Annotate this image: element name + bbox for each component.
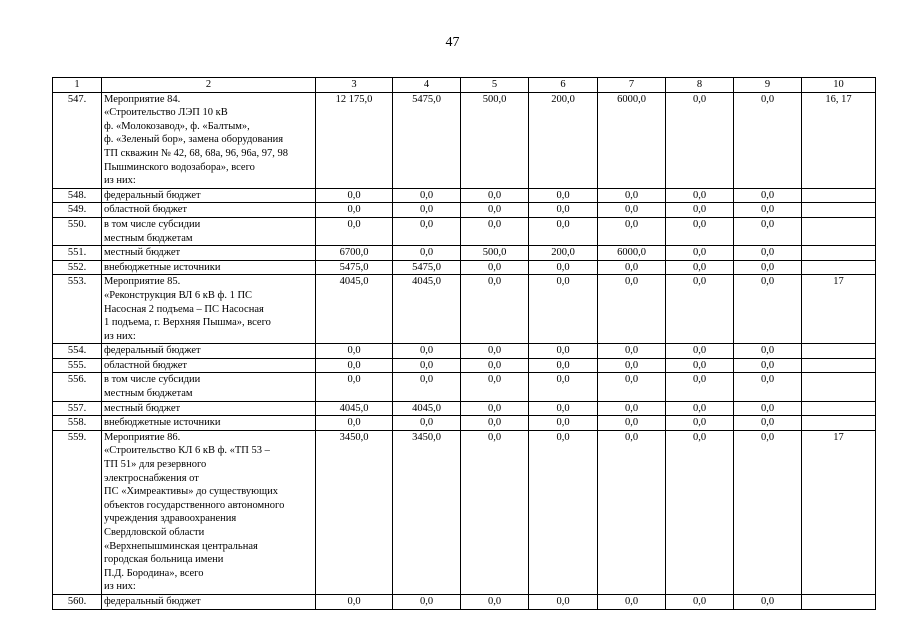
row-value: 0,0: [734, 401, 802, 416]
column-header: 7: [598, 78, 666, 93]
row-value: 17: [802, 275, 876, 344]
row-value: 0,0: [666, 416, 734, 431]
row-value: [802, 401, 876, 416]
table-row: [53, 246, 876, 261]
row-value: 0,0: [666, 188, 734, 203]
row-number: 559.: [53, 430, 102, 594]
table-row: [53, 344, 876, 359]
row-value: 4045,0: [393, 401, 461, 416]
row-value: 0,0: [316, 344, 393, 359]
row-value: 0,0: [598, 203, 666, 218]
row-value: 0,0: [598, 430, 666, 594]
row-value: 0,0: [393, 373, 461, 401]
column-header: 6: [529, 78, 598, 93]
row-value: 0,0: [316, 416, 393, 431]
row-value: 200,0: [529, 246, 598, 261]
row-value: 0,0: [393, 203, 461, 218]
table-row: [53, 373, 876, 401]
row-value: 3450,0: [316, 430, 393, 594]
row-value: 0,0: [461, 260, 529, 275]
row-value: 0,0: [734, 373, 802, 401]
row-value: 0,0: [461, 344, 529, 359]
row-description: Мероприятие 86. «Строительство КЛ 6 кВ ф. «ТП 53 – ТП 51» для резервного электроснабжения от ПС «Химреактивы» до существующих объектов государственного автономного учреждения здравоохранения Свердловской области «Верхнепышминская центральная городская больница имени П.Д. Бородина», всего из них:: [102, 430, 316, 594]
row-value: 3450,0: [393, 430, 461, 594]
row-description: федеральный бюджет: [102, 344, 316, 359]
budget-table: [52, 77, 876, 610]
row-value: 0,0: [461, 203, 529, 218]
column-header: 5: [461, 78, 529, 93]
row-value: 0,0: [461, 217, 529, 245]
row-value: [802, 344, 876, 359]
row-number: 552.: [53, 260, 102, 275]
column-header: 9: [734, 78, 802, 93]
row-value: 0,0: [461, 401, 529, 416]
table-row: [53, 188, 876, 203]
table-row: [53, 358, 876, 373]
row-value: 6000,0: [598, 92, 666, 188]
row-number: 551.: [53, 246, 102, 261]
row-value: 0,0: [461, 594, 529, 609]
row-value: 0,0: [393, 246, 461, 261]
row-value: 0,0: [393, 217, 461, 245]
row-value: 0,0: [666, 358, 734, 373]
row-value: 0,0: [598, 373, 666, 401]
row-value: 0,0: [529, 401, 598, 416]
row-value: 0,0: [529, 203, 598, 218]
row-number: 560.: [53, 594, 102, 609]
table-row: [53, 217, 876, 245]
table-row: [53, 275, 876, 344]
row-value: 0,0: [529, 344, 598, 359]
row-number: 558.: [53, 416, 102, 431]
row-value: 0,0: [598, 260, 666, 275]
row-value: 0,0: [666, 344, 734, 359]
row-description: внебюджетные источники: [102, 416, 316, 431]
row-value: 0,0: [598, 275, 666, 344]
row-value: 0,0: [529, 260, 598, 275]
row-value: 0,0: [598, 416, 666, 431]
row-value: 0,0: [393, 416, 461, 431]
row-value: 0,0: [666, 217, 734, 245]
row-value: 6000,0: [598, 246, 666, 261]
row-value: 0,0: [393, 358, 461, 373]
row-value: 0,0: [734, 217, 802, 245]
row-value: 0,0: [734, 358, 802, 373]
row-value: 0,0: [529, 430, 598, 594]
table-row: [53, 416, 876, 431]
column-header: 8: [666, 78, 734, 93]
row-value: [802, 416, 876, 431]
row-value: 0,0: [393, 594, 461, 609]
row-description: местный бюджет: [102, 246, 316, 261]
row-value: 0,0: [734, 344, 802, 359]
row-value: 5475,0: [393, 260, 461, 275]
row-value: [802, 260, 876, 275]
row-value: 0,0: [529, 217, 598, 245]
table-row: [53, 401, 876, 416]
row-value: 0,0: [316, 594, 393, 609]
row-value: 0,0: [529, 416, 598, 431]
page-number: 47: [445, 35, 460, 50]
row-value: 0,0: [393, 344, 461, 359]
row-number: 556.: [53, 373, 102, 401]
row-description: местный бюджет: [102, 401, 316, 416]
row-number: 553.: [53, 275, 102, 344]
table-row: [53, 92, 876, 188]
row-value: 0,0: [598, 594, 666, 609]
row-value: [802, 217, 876, 245]
row-value: 4045,0: [316, 275, 393, 344]
row-value: 0,0: [666, 203, 734, 218]
row-value: 0,0: [666, 373, 734, 401]
column-header: 3: [316, 78, 393, 93]
row-value: 0,0: [461, 188, 529, 203]
row-value: [802, 203, 876, 218]
row-value: 0,0: [666, 275, 734, 344]
row-number: 548.: [53, 188, 102, 203]
row-value: 0,0: [598, 188, 666, 203]
row-number: 555.: [53, 358, 102, 373]
row-value: 0,0: [316, 373, 393, 401]
row-description: областной бюджет: [102, 203, 316, 218]
row-value: 0,0: [529, 358, 598, 373]
row-value: 16, 17: [802, 92, 876, 188]
row-value: 0,0: [666, 430, 734, 594]
row-value: 0,0: [461, 430, 529, 594]
row-value: 0,0: [666, 246, 734, 261]
row-value: 0,0: [734, 260, 802, 275]
row-value: 0,0: [666, 260, 734, 275]
row-value: 200,0: [529, 92, 598, 188]
row-description: федеральный бюджет: [102, 188, 316, 203]
row-description: в том числе субсидии местным бюджетам: [102, 217, 316, 245]
row-value: 4045,0: [316, 401, 393, 416]
row-value: 0,0: [734, 430, 802, 594]
row-value: 0,0: [316, 358, 393, 373]
column-header: 2: [102, 78, 316, 93]
row-description: Мероприятие 85. «Реконструкция ВЛ 6 кВ ф. 1 ПС Насосная 2 подъема – ПС Насосная 1 подъема, г. Верхняя Пышма», всего из них:: [102, 275, 316, 344]
row-value: 0,0: [316, 203, 393, 218]
table-row: [53, 430, 876, 594]
row-value: 0,0: [734, 416, 802, 431]
column-header: 4: [393, 78, 461, 93]
row-description: федеральный бюджет: [102, 594, 316, 609]
row-value: 0,0: [734, 92, 802, 188]
column-header: 1: [53, 78, 102, 93]
row-value: [802, 246, 876, 261]
row-value: 5475,0: [316, 260, 393, 275]
row-value: [802, 594, 876, 609]
row-number: 549.: [53, 203, 102, 218]
table-row: [53, 260, 876, 275]
row-description: в том числе субсидии местным бюджетам: [102, 373, 316, 401]
table-row: [53, 203, 876, 218]
row-value: 0,0: [734, 594, 802, 609]
row-value: 0,0: [598, 358, 666, 373]
row-value: 0,0: [734, 188, 802, 203]
row-value: 0,0: [598, 344, 666, 359]
column-header: 10: [802, 78, 876, 93]
row-value: 0,0: [734, 203, 802, 218]
row-number: 554.: [53, 344, 102, 359]
row-value: 6700,0: [316, 246, 393, 261]
row-value: 0,0: [734, 275, 802, 344]
row-value: 0,0: [461, 275, 529, 344]
row-value: 0,0: [316, 188, 393, 203]
row-value: 0,0: [529, 373, 598, 401]
row-number: 557.: [53, 401, 102, 416]
row-value: 0,0: [461, 416, 529, 431]
row-number: 550.: [53, 217, 102, 245]
row-value: [802, 188, 876, 203]
row-description: внебюджетные источники: [102, 260, 316, 275]
row-number: 547.: [53, 92, 102, 188]
row-value: 12 175,0: [316, 92, 393, 188]
row-value: [802, 373, 876, 401]
table-header-row: [53, 78, 876, 93]
row-value: 0,0: [393, 188, 461, 203]
row-description: Мероприятие 84. «Строительство ЛЭП 10 кВ ф. «Молокозавод», ф. «Балтым», ф. «Зеленый бор», замена оборудования ТП скважин № 42, 68, 68а, 96, 96а, 97, 98 Пышминского водозабора», всего из них:: [102, 92, 316, 188]
row-value: 0,0: [666, 92, 734, 188]
row-value: 0,0: [316, 217, 393, 245]
row-value: 0,0: [529, 275, 598, 344]
row-value: 0,0: [598, 217, 666, 245]
row-value: 0,0: [529, 594, 598, 609]
row-value: 0,0: [734, 246, 802, 261]
row-value: 500,0: [461, 92, 529, 188]
row-value: 0,0: [461, 358, 529, 373]
row-value: [802, 358, 876, 373]
row-value: 0,0: [461, 373, 529, 401]
row-value: 500,0: [461, 246, 529, 261]
row-value: 17: [802, 430, 876, 594]
row-value: 5475,0: [393, 92, 461, 188]
row-value: 0,0: [598, 401, 666, 416]
row-value: 4045,0: [393, 275, 461, 344]
row-value: 0,0: [529, 188, 598, 203]
row-value: 0,0: [666, 401, 734, 416]
row-description: областной бюджет: [102, 358, 316, 373]
table-row: [53, 594, 876, 609]
row-value: 0,0: [666, 594, 734, 609]
